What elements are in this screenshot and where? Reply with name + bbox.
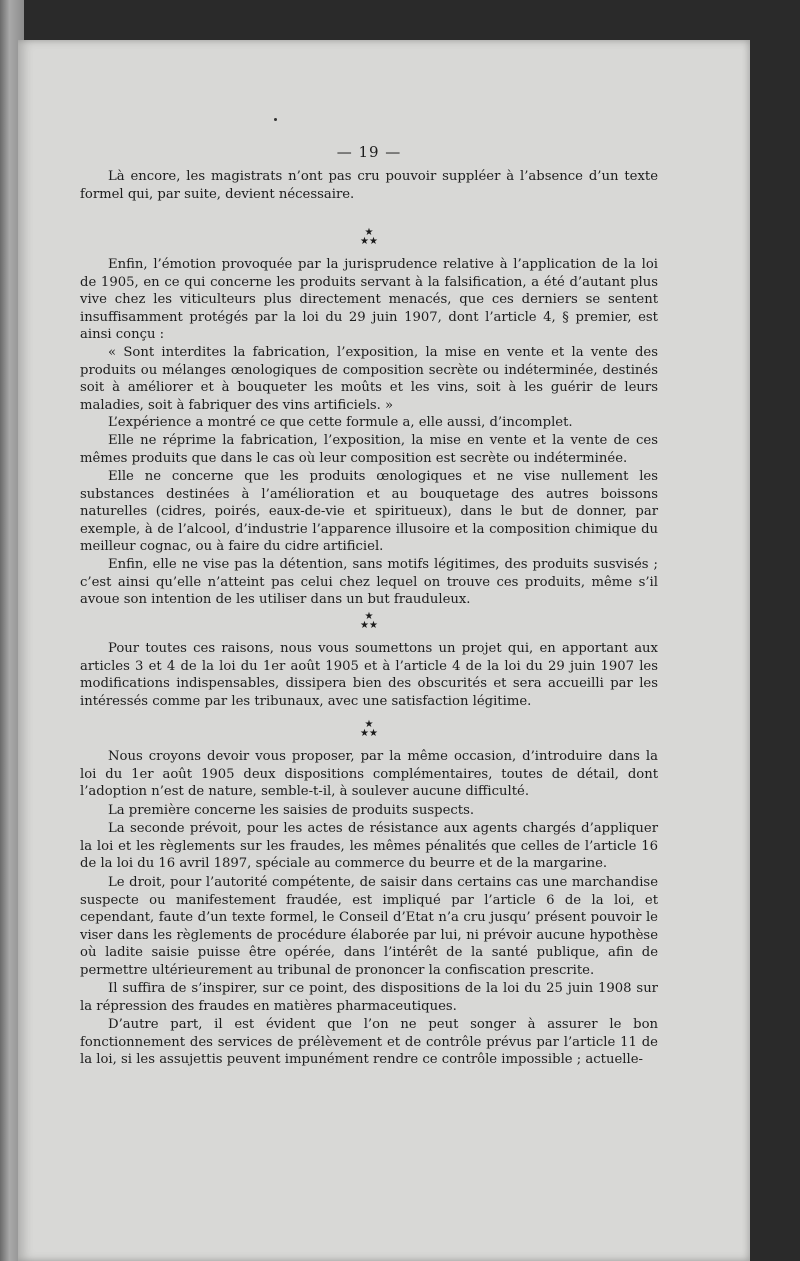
section-separator-2 bbox=[80, 612, 658, 630]
separator-star: ★ bbox=[360, 620, 369, 631]
separator-star: ★ bbox=[364, 719, 374, 730]
paragraph-4: L’expérience a montré ce que cette formule a, elle aussi, d’incomplet. bbox=[108, 415, 573, 430]
section-separator-1 bbox=[80, 228, 658, 246]
paragraph-10: La première concerne les saisies de produits suspects. bbox=[108, 803, 475, 818]
paragraph-7: Enfin, elle ne vise pas la détention, sans motifs légitimes, des produits susvisés ; c’est ainsi qu’elle n’atteint pas celui chez lequel on trouve ces produits, même s’il avoue son intention de les utiliser dans un but frauduleux. bbox=[80, 557, 658, 608]
paragraph-14: D’autre part, il est évident que l’on ne peut songer à assurer le bon fonctionnement des services de prélèvement et de contrôle prévus par l’article 11 de la loi, si les assujettis peuvent impunément rendre ce contrôle impossible ; actuelle- bbox=[80, 1017, 658, 1068]
separator-star: ★ bbox=[369, 728, 378, 739]
separator-star: ★ bbox=[364, 611, 374, 622]
separator-star: ★ bbox=[369, 620, 378, 631]
paragraph-8: Pour toutes ces raisons, nous vous soumettons un projet qui, en apportant aux articles 3 et 4 de la loi du 1er août 1905 et à l’article 4 de la loi du 29 juin 1907 les modifications indispensables, dissipera bien des obscurités et sera accueilli par les intéressés comme par les tribunaux, avec une satisfaction légitime. bbox=[80, 641, 658, 709]
paragraph-6: Elle ne concerne que les produits œnologiques et ne vise nullement les substances destinées à l’amélioration et au bouquetage des autres boissons naturelles (cidres, poirés, eaux-de-vie et spiritueux), dans le but de donner, par exemple, à de l’alcool, d’industrie l’apparence illusoire et la composition chimique du meilleur cognac, ou à faire du cidre artificiel. bbox=[80, 469, 658, 555]
separator-star: ★ bbox=[364, 227, 374, 238]
separator-star: ★ bbox=[360, 236, 369, 247]
paragraph-1: Là encore, les magistrats n’ont pas cru pouvoir suppléer à l’absence d’un texte formel qui, par suite, devient nécessaire. bbox=[80, 169, 658, 202]
page-number: — 19 — bbox=[336, 143, 402, 161]
paragraph-11: La seconde prévoit, pour les actes de résistance aux agents chargés d’appliquer la loi et les règlements sur les fraudes, les mêmes pénalités que celles de l’article 16 de la loi du 16 avril 1897, spéciale au commerce du beurre et de la margarine. bbox=[80, 821, 658, 872]
section-separator-3 bbox=[80, 720, 658, 738]
separator-star: ★ bbox=[369, 236, 378, 247]
paragraph-2: Enfin, l’émotion provoquée par la jurisprudence relative à l’application de la loi de 1905, en ce qui concerne les produits servant à la falsification, a été d’autant plus vive chez les viticulteurs plus directement menacés, que ces derniers se sentent insuffisamment protégés par la loi du 29 juin 1907, dont l’article 4, § premier, est ainsi conçu : bbox=[80, 257, 658, 343]
separator-star: ★ bbox=[360, 728, 369, 739]
document-page bbox=[18, 40, 750, 1261]
paragraph-3-quote: « Sont interdites la fabrication, l’exposition, la mise en vente et la vente des produits ou mélanges œnologiques de composition secrète ou indéterminée, destinés soit à améliorer et à bouqueter les moûts et les vins, soit à les guérir de leurs maladies, soit à fabriquer des vins artificiels. » bbox=[80, 345, 658, 413]
paragraph-12: Le droit, pour l’autorité compétente, de saisir dans certains cas une marchandise suspecte ou manifestement fraudée, est impliqué par l’article 6 de la loi, et cependant, faute d’un texte formel, le Conseil d’Etat n’a cru jusqu’ présent pouvoir le viser dans les règlements de procédure élaborée par lui, ni prévoir aucune hypothèse où ladite saisie puisse être opérée, dans l’intérêt de la santé publique, afin de permettre ultérieurement au tribunal de prononcer la confiscation prescrite. bbox=[80, 875, 658, 978]
paragraph-9: Nous croyons devoir vous proposer, par la même occasion, d’introduire dans la loi du 1er août 1905 deux dispositions complémentaires, toutes de détail, dont l’adoption n’est de nature, semble-t-il, à soulever aucune difficulté. bbox=[80, 749, 658, 800]
paragraph-13: Il suffira de s’inspirer, sur ce point, des dispositions de la loi du 25 juin 1908 sur la répression des fraudes en matières pharmaceutiques. bbox=[80, 981, 658, 1014]
paragraph-5: Elle ne réprime la fabrication, l’exposition, la mise en vente et la vente de ces mêmes produits que dans le cas où leur composition est secrète ou indéterminée. bbox=[80, 433, 658, 466]
ink-speck bbox=[274, 118, 277, 121]
